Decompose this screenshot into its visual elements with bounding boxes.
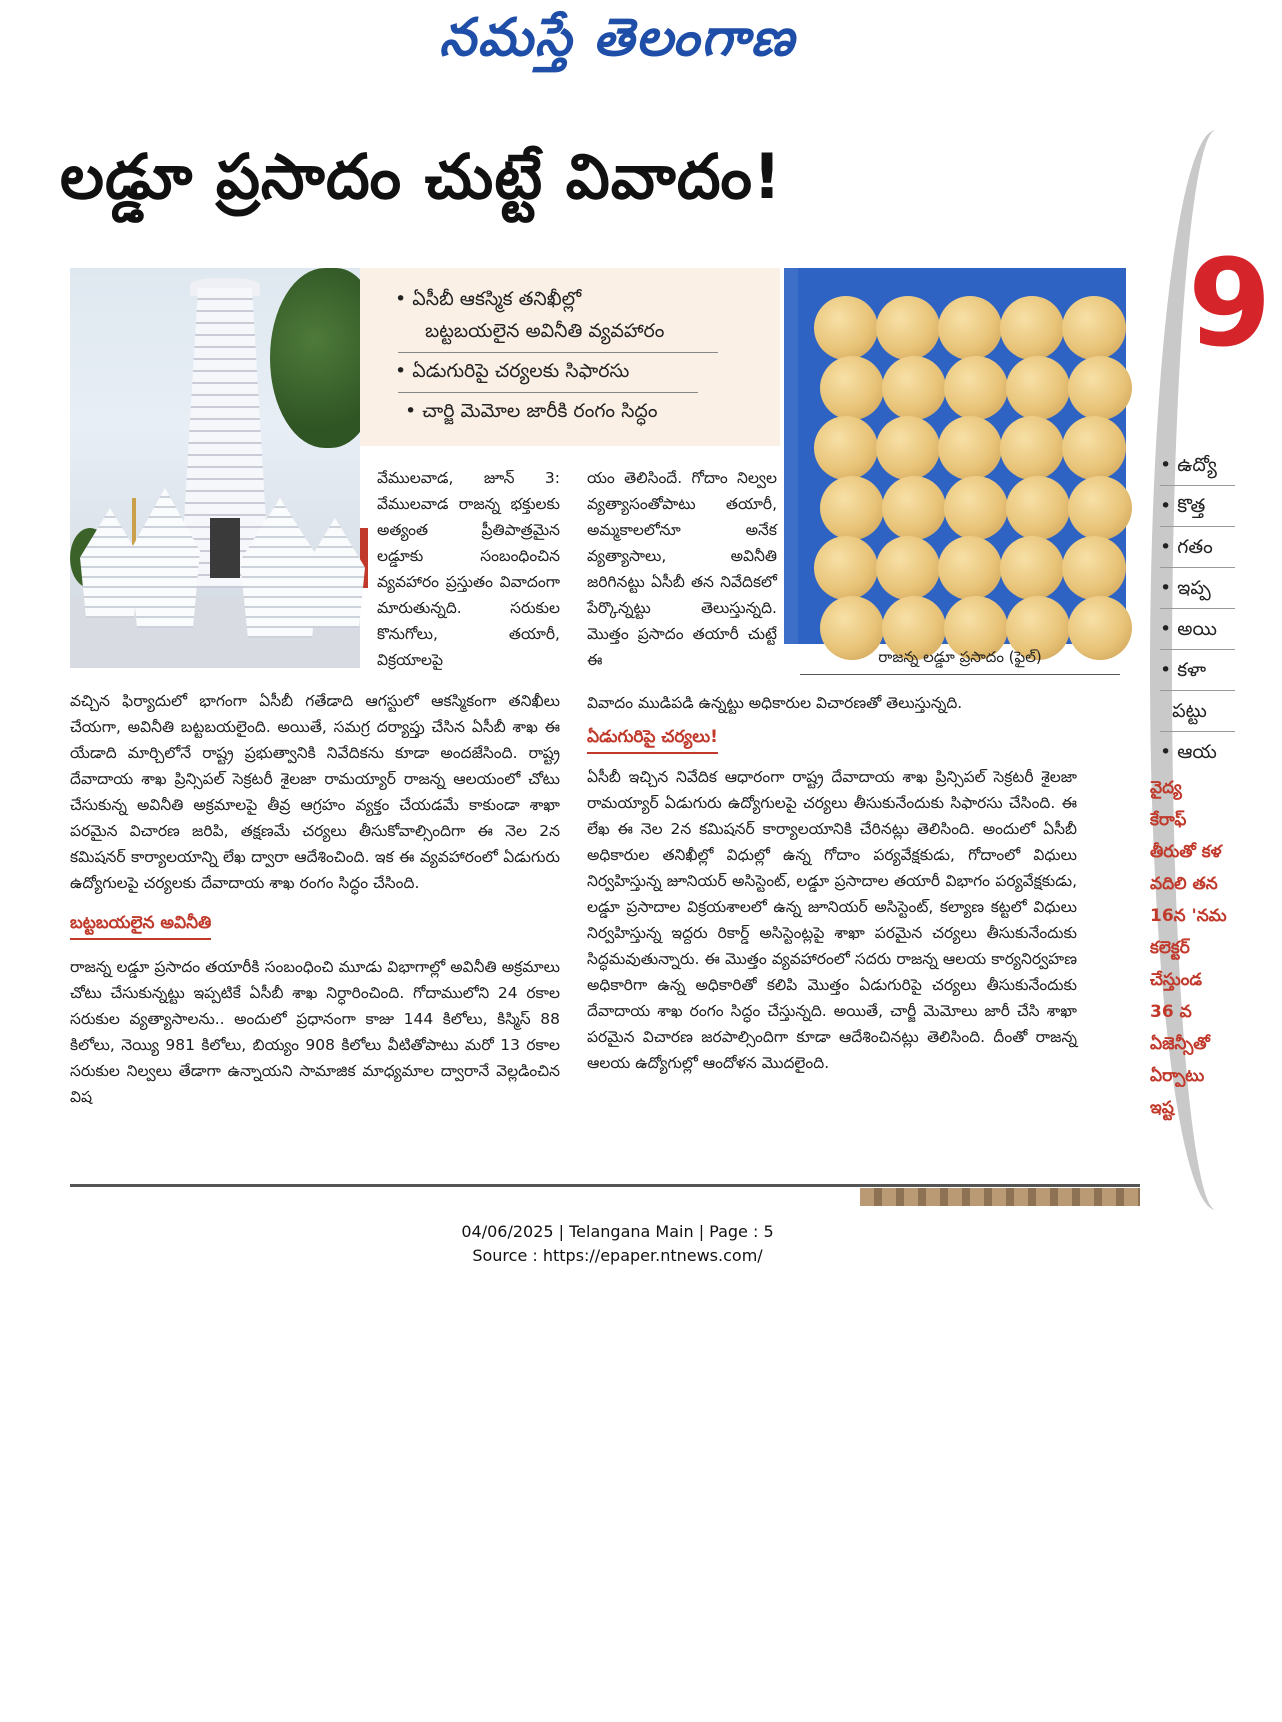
- adjacent-big-number: 9: [1188, 235, 1272, 374]
- article-headline: లడ్డూ ప్రసాదం చుట్టే వివాదం!: [60, 140, 783, 213]
- adjacent-list-item: • ఇప్ప: [1160, 568, 1235, 609]
- page-footer: [0, 1220, 1235, 1268]
- laddu-ball: [1062, 416, 1126, 480]
- article-subhead: ఏడుగురిపై చర్యలు!: [587, 724, 718, 754]
- divider: [398, 352, 718, 353]
- article-paragraph: రాజన్న లడ్డూ ప్రసాదం తయారీకి సంబంధించి మూడు విభాగాల్లో అవినీతి అక్రమాలు చోటు చేసుకున్నట్టు ఇప్పటికే ఏసీబీ శాఖ నిర్ధారించింది. గోదాములోని 24 రకాల సరుకుల వ్యత్యాసాలను.. అందులో ప్రధానంగా కాజు 144 కిలోలు, కిస్మిస్ 88 కిలోలు, నెయ్యి 981 కిలోలు, బియ్యం 908 కిలోలు వీటితోపాటు మరో 13 రకాల సరుకుల నిల్వలు తేడాగా ఉన్నాయని సామాజిక మాధ్యమాల ద్వారానే వెల్లడించిన విష: [70, 958, 560, 1106]
- laddu-ball: [876, 296, 940, 360]
- page-rule: [70, 1184, 1140, 1187]
- laddu-ball: [820, 356, 884, 420]
- article-paragraph: ఏసీబీ ఇచ్చిన నివేదిక ఆధారంగా రాష్ట్ర దేవాదాయ శాఖ ప్రిన్సిపల్ సెక్రటరీ శైలజా రామయ్యార్ ఏడుగురు ఉద్యోగులపై చర్యలు తీసుకునేందుకు సిఫారసు చేసింది. ఈ లేఖ ఈ నెల 2న కమిషనర్ కార్యాలయానికి చేరినట్లు తెలిసింది. అందులో ఏసీబీ అధికారుల తనిఖీల్లో విధుల్లో ఉన్న గోదాం పర్యవేక్షకుడు, గోదాంలో విధులు నిర్వహిస్తున్న జూనియర్ అసిస్టెంట్, లడ్డూ ప్రసాదాల తయారీ విభాగం పర్యవేక్షకుడు, లడ్డూ ప్రసాదాల విక్రయశాలలో ఉన్న జూనియర్ అసిస్టెంట్, కల్యాణ కట్టలో విధులు నిర్వహిస్తున్న ఇద్దరు రికార్డ్ అసిస్టెంట్లపై శాఖా పరమైన చర్యలు తీసుకునేందుకు సిద్ధమవుతున్నారు. ఈ మొత్తం వ్యవహారంలో సదరు రాజన్న ఆలయ కార్యనిర్వహణ అధికారిగా ఉన్న అధికారితో కలిపి మొత్తం ఏడుగురిపై చర్యలు తీసుకునేందుకు దేవాదాయ శాఖ రంగం సిద్ధం చేస్తున్నది. అయితే, చార్జీ మెమోలు జారీ చేసి శాఖా పరమైన విచారణ జరపాల్సిందిగా కూడా ఆదేశించినట్లు తెలిసింది. దీంతో రాజన్న ఆలయ ఉద్యోగుల్లో ఆందోళన మొదలైంది.: [587, 768, 1077, 1072]
- adjacent-item-text: పట్టు: [1172, 700, 1207, 722]
- laddu-ball: [938, 536, 1002, 600]
- article-column-wide-1: [70, 688, 560, 1110]
- highlight-text: బట్టబయలైన అవినీతి వ్యవహారం: [425, 320, 665, 342]
- laddu-ball: [876, 536, 940, 600]
- adjacent-line: వైద్య: [1150, 778, 1182, 798]
- laddu-ball: [1068, 476, 1132, 540]
- laddu-ball: [1062, 296, 1126, 360]
- adjacent-item-text: కళా: [1177, 659, 1207, 681]
- adjacent-item-text: ఆయ: [1177, 741, 1217, 763]
- article-column-narrow-1: [377, 465, 560, 673]
- newspaper-masthead: [0, 8, 1235, 81]
- temple-door: [210, 518, 240, 578]
- adjacent-line: వదిలి తన: [1150, 874, 1218, 894]
- laddu-ball: [1000, 296, 1064, 360]
- laddu-ball: [814, 536, 878, 600]
- laddu-ball: [1000, 416, 1064, 480]
- adjacent-line: 16న 'నమ: [1150, 906, 1227, 926]
- article-paragraph: యం తెలిసిందే. గోదాం నిల్వల వ్యత్యాసంతోపాటు తయారీ, అమ్మకాలలోనూ అనేక వ్యత్యాసాలు, అవినీతి జరిగినట్టు ఏసీబీ తన నివేదికలో పేర్కొన్నట్టు తెలుస్తున్నది. మొత్తం ప్రసాదం తయారీ చుట్టే ఈ: [587, 469, 777, 669]
- laddu-ball: [944, 476, 1008, 540]
- highlight-item: • ఏడుగురిపై చర్యలకు సిఫారసు: [395, 360, 630, 382]
- laddu-ball: [1006, 356, 1070, 420]
- article-paragraph: వేములవాడ, జూన్ 3: వేములవాడ రాజన్న భక్తులకు అత్యంత ప్రీతిపాత్రమైన లడ్డూకు సంబంధించిన వ్యవహారం ప్రస్తుతం వివాదంగా మారుతున్నది. సరుకుల కొనుగోలు, తయారీ, విక్రయాలపై: [377, 469, 560, 669]
- article-paragraph: వచ్చిన ఫిర్యాదులో భాగంగా ఏసీబీ గతేడాది ఆగస్టులో ఆకస్మికంగా తనిఖీలు చేయగా, అవినీతి బట్టబయలైంది. అయితే, సమగ్ర దర్యాప్తు చేసిన ఏసీబీ శాఖ ఈ యేడాది మార్చిలోనే రాష్ట్ర ప్రభుత్వానికి నివేదికను కూడా అందజేసింది. రాష్ట్ర దేవాదాయ శాఖ ప్రిన్సిపల్ సెక్రటరీ శైలజా రామయ్యార్ రాజన్న ఆలయంలో చోటు చేసుకున్న అవినీతి అక్రమాలపై తీవ్ర ఆగ్రహం వ్యక్తం చేయడమే కాకుండా శాఖా పరమైన విచారణ జరిపి, తక్షణమే చర్యలు తీసుకోవాల్సిందిగా ఈ నెల 2న కమిషనర్ కార్యాలయాన్ని లేఖ ద్వారా ఆదేశించింది. ఇక ఈ వ్యవహారంలో ఏడుగురు ఉద్యోగులపై చర్యలకు దేవాదాయ శాఖ రంగం సిద్ధం చేసింది.: [70, 692, 560, 892]
- adjacent-list-item: • కళా: [1160, 650, 1235, 691]
- highlight-item: • చార్జి మెమోల జారీకి రంగం సిద్ధం: [405, 400, 658, 422]
- masthead-title: నమస్తే తెలంగాణ: [439, 8, 796, 68]
- laddu-ball: [814, 296, 878, 360]
- article-column-narrow-2: [587, 465, 777, 673]
- laddu-ball: [1000, 536, 1064, 600]
- adjacent-item-text: ఇప్ప: [1177, 577, 1211, 599]
- shrine-shape: [305, 518, 365, 628]
- adjacent-list-item: • అయి: [1160, 609, 1235, 650]
- adjacent-line: తీరుతో కళ: [1150, 842, 1222, 862]
- adjacent-item-text: ఉద్యో: [1177, 454, 1217, 476]
- article-column-wide-2: [587, 690, 1077, 1076]
- adjacent-item-text: గతం: [1177, 536, 1213, 558]
- adjacent-list-item: • గతం: [1160, 527, 1235, 568]
- adjacent-line: కలెక్టర్: [1150, 938, 1190, 958]
- laddu-ball: [882, 476, 946, 540]
- footer-source-line: Source : https://epaper.ntnews.com/: [472, 1246, 763, 1265]
- adjacent-item-text: అయి: [1177, 618, 1217, 640]
- divider: [398, 392, 698, 393]
- highlight-text: ఏసీబీ ఆకస్మిక తనిఖీల్లో: [412, 288, 582, 310]
- adjacent-line: ఏజెన్సీతో: [1150, 1034, 1210, 1054]
- highlight-item: • ఏసీబీ ఆకస్మిక తనిఖీల్లో: [395, 288, 582, 310]
- temple-photo: [70, 268, 360, 668]
- adjacent-list-item: [1160, 691, 1235, 732]
- laddu-ball: [1006, 476, 1070, 540]
- adjacent-list-item: • ఉద్యో: [1160, 445, 1235, 486]
- laddu-ball: [876, 416, 940, 480]
- adjacent-line: ఇష్ట: [1150, 1098, 1174, 1118]
- laddu-ball: [820, 476, 884, 540]
- adjacent-list-item: • ఆయ: [1160, 741, 1217, 763]
- laddu-ball: [1068, 356, 1132, 420]
- adjacent-line: ఏర్పాటు: [1150, 1066, 1205, 1086]
- highlight-text: చార్జి మెమోల జారీకి రంగం సిద్ధం: [422, 400, 658, 422]
- laddu-ball: [938, 296, 1002, 360]
- adjacent-line: కేరాఫ్: [1150, 810, 1187, 830]
- footer-date-line: 04/06/2025 | Telangana Main | Page : 5: [461, 1222, 774, 1241]
- adjacent-item-text: కొత్త: [1177, 495, 1206, 517]
- adjacent-line: చేస్తుండ: [1150, 970, 1202, 990]
- article-subhead: బట్టబయలైన అవినీతి: [70, 910, 211, 940]
- laddu-ball: [814, 416, 878, 480]
- laddu-ball: [1062, 536, 1126, 600]
- laddu-photo: [784, 268, 1126, 644]
- adjacent-photo-strip: [860, 1188, 1140, 1206]
- highlight-text: ఏడుగురిపై చర్యలకు సిఫారసు: [412, 360, 630, 382]
- laddu-ball: [944, 356, 1008, 420]
- highlight-item: [425, 320, 664, 347]
- adjacent-list-item: • కొత్త: [1160, 486, 1235, 527]
- article-paragraph: వివాదం ముడిపడి ఉన్నట్టు అధికారుల విచారణతో తెలుస్తున్నది.: [587, 694, 963, 712]
- laddu-ball: [882, 356, 946, 420]
- laddu-ball: [938, 416, 1002, 480]
- adjacent-line: 36 వ: [1150, 1002, 1192, 1022]
- photo-caption: రాజన్న లడ్డూ ప్రసాదం (ఫైల్): [800, 648, 1120, 675]
- shrine-shape: [80, 508, 140, 618]
